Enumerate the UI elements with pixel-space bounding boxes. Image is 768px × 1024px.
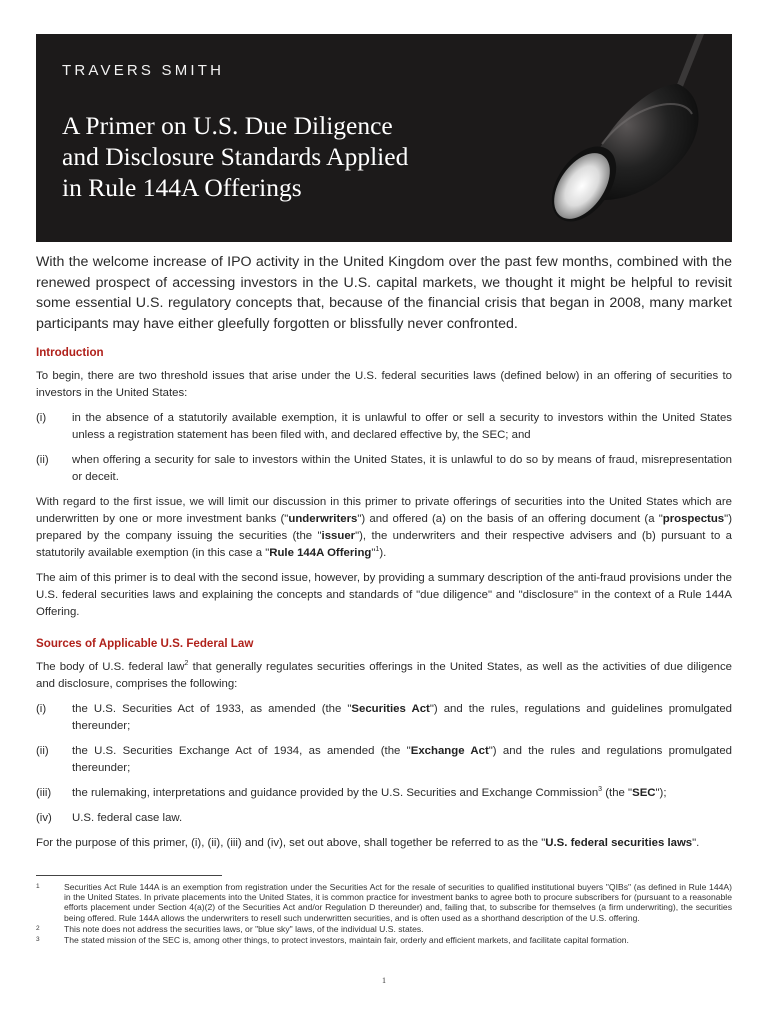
text-run: the rulemaking, interpretations and guidance provided by the U.S. Securities and Exchange Commission [72,787,599,799]
text-run: "); [655,787,667,799]
text-run: the U.S. Securities Act of 1933, as amended (the " [72,703,352,715]
paragraph [36,835,732,852]
list-number: (ii) [36,454,49,466]
text-run: "), the underwriters and their respective advisers and (b) pursuant to a statutorily available exemption (in this case a " [36,530,732,559]
title-line-3: in Rule 144A Offerings [62,173,302,202]
list-item [36,810,732,827]
footnote-reference: 2 [184,660,189,668]
list-text [72,785,732,802]
defined-term: underwriters [288,513,358,525]
defined-term: issuer [321,530,356,542]
text-run: For the purpose of this primer, (i), (ii), (iii) and (iv), set out above, shall together be referred to as the " [36,837,546,849]
defined-term: Rule 144A Offering [269,547,372,559]
list-item [36,452,732,486]
list-number: (iii) [36,787,52,799]
text-run: ). [379,547,387,559]
list-item [36,410,732,444]
footnote-number: 1 [36,883,40,890]
text-run: ") and offered (a) on the basis of an offering document (a " [357,513,663,525]
text-run: ") and the rules, regulations and guidelines promulgated thereunder; [72,703,733,732]
list-item [36,743,732,777]
list-text [72,743,732,777]
text-run: The body of U.S. federal law [36,661,185,673]
brand-logo-text: TRAVERS SMITH [62,62,225,79]
list-item [36,701,732,735]
page-number: 1 [382,976,386,985]
footnote-reference: 1 [375,546,380,554]
list-text: when offering a security for sale to investors within the United States, it is unlawful to do so by means of fraud, misrepresentation or deceit. [72,454,732,483]
list-number: (ii) [36,745,49,757]
list-number: (iv) [36,812,52,824]
document-title [62,110,482,203]
defined-term: U.S. federal securities laws [545,837,693,849]
list-number: (i) [36,703,47,715]
text-run: ") prepared by the company issuing the securities (the " [36,513,732,542]
footnote-number: 3 [36,936,40,944]
footnote [36,924,732,934]
document-body [36,344,732,860]
defined-term: SEC [632,787,656,799]
footnote [36,935,732,945]
text-run: that generally regulates securities offerings in the United States, as well as the activities of due diligence and disclosure, comprises the following: [36,661,732,690]
footnote-text: Securities Act Rule 144A is an exemption from registration under the Securities Act for the resale of securities to qualified institutional buyers "QIBs" (as defined in Rule 144A) in the United States. In private placements into the United States, it is common practice for investment banks to agree both to procure subscribers for (pursuant to a reasonable efforts placement under Section 4(a)(2) of the Securities Act and/or Regulation D thereunder) and, failing that, to subscribe for themselves (a firm underwriting), the securities being offered. Rule 144A allows the underwriters to resell such underwritten securities, and is often used as a shorthand description of the U.S. offering. [64,882,732,923]
cover-banner [36,34,732,242]
footnote-number: 2 [36,924,40,932]
list-item [36,785,732,802]
text-run: ". [692,837,700,849]
heading-sources: Sources of Applicable U.S. Federal Law [36,637,254,650]
footnote [36,882,732,923]
text-run: " [371,547,376,559]
desk-lamp-image [482,34,732,242]
paragraph [36,659,732,693]
list-text: U.S. federal case law. [72,812,183,824]
text-run: (the " [602,787,633,799]
paragraph: The aim of this primer is to deal with the second issue, however, by providing a summary description of the anti-fraud provisions under the U.S. federal securities laws and explaining the concepts and standards of "due diligence" and "disclosure" in the context of a Rule 144A Offering. [36,572,732,618]
text-run: the U.S. Securities Exchange Act of 1934, as amended (the " [72,745,411,757]
defined-term: prospectus [662,513,725,525]
heading-introduction: Introduction [36,346,104,359]
footnote-text: The stated mission of the SEC is, among other things, to protect investors, maintain fair, orderly and efficient markets, and facilitate capital formation. [64,935,629,946]
footnote-divider [36,875,222,876]
list-number: (i) [36,412,47,424]
footnote-text: This note does not address the securities laws, or "blue sky" laws, of the individual U.S. states. [64,923,424,934]
paragraph: To begin, there are two threshold issues that arise under the U.S. federal securities laws (defined below) in an offering of securities to investors in the United States: [36,370,732,399]
text-run: ") and the rules and regulations promulgated thereunder; [72,745,732,774]
text-run: With regard to the first issue, we will limit our discussion in this primer to private offerings of securities into the United States which are underwritten by one or more investment banks (" [36,496,732,525]
list-text: in the absence of a statutorily available exemption, it is unlawful to offer or sell a security to investors within the United States unless a registration statement has been filed with, and declared effective by, the SEC; and [72,412,732,441]
defined-term: Securities Act [351,703,430,715]
title-line-2: and Disclosure Standards Applied [62,142,409,171]
list-text [72,701,732,735]
footnotes [36,882,732,946]
defined-term: Exchange Act [410,745,489,757]
intro-paragraph: With the welcome increase of IPO activity in the United Kingdom over the past few months, combined with the renewed prospect of accessing investors in the U.S. capital markets, we thought it might be helpful to revisit some essential U.S. regulatory concepts that, because of the financial crisis that began in 2008, many market participants may have either gleefully forgotten or blissfully never confronted. [36,254,732,332]
paragraph [36,494,732,562]
title-line-1: A Primer on U.S. Due Diligence [62,111,393,140]
footnote-reference: 3 [598,786,603,794]
